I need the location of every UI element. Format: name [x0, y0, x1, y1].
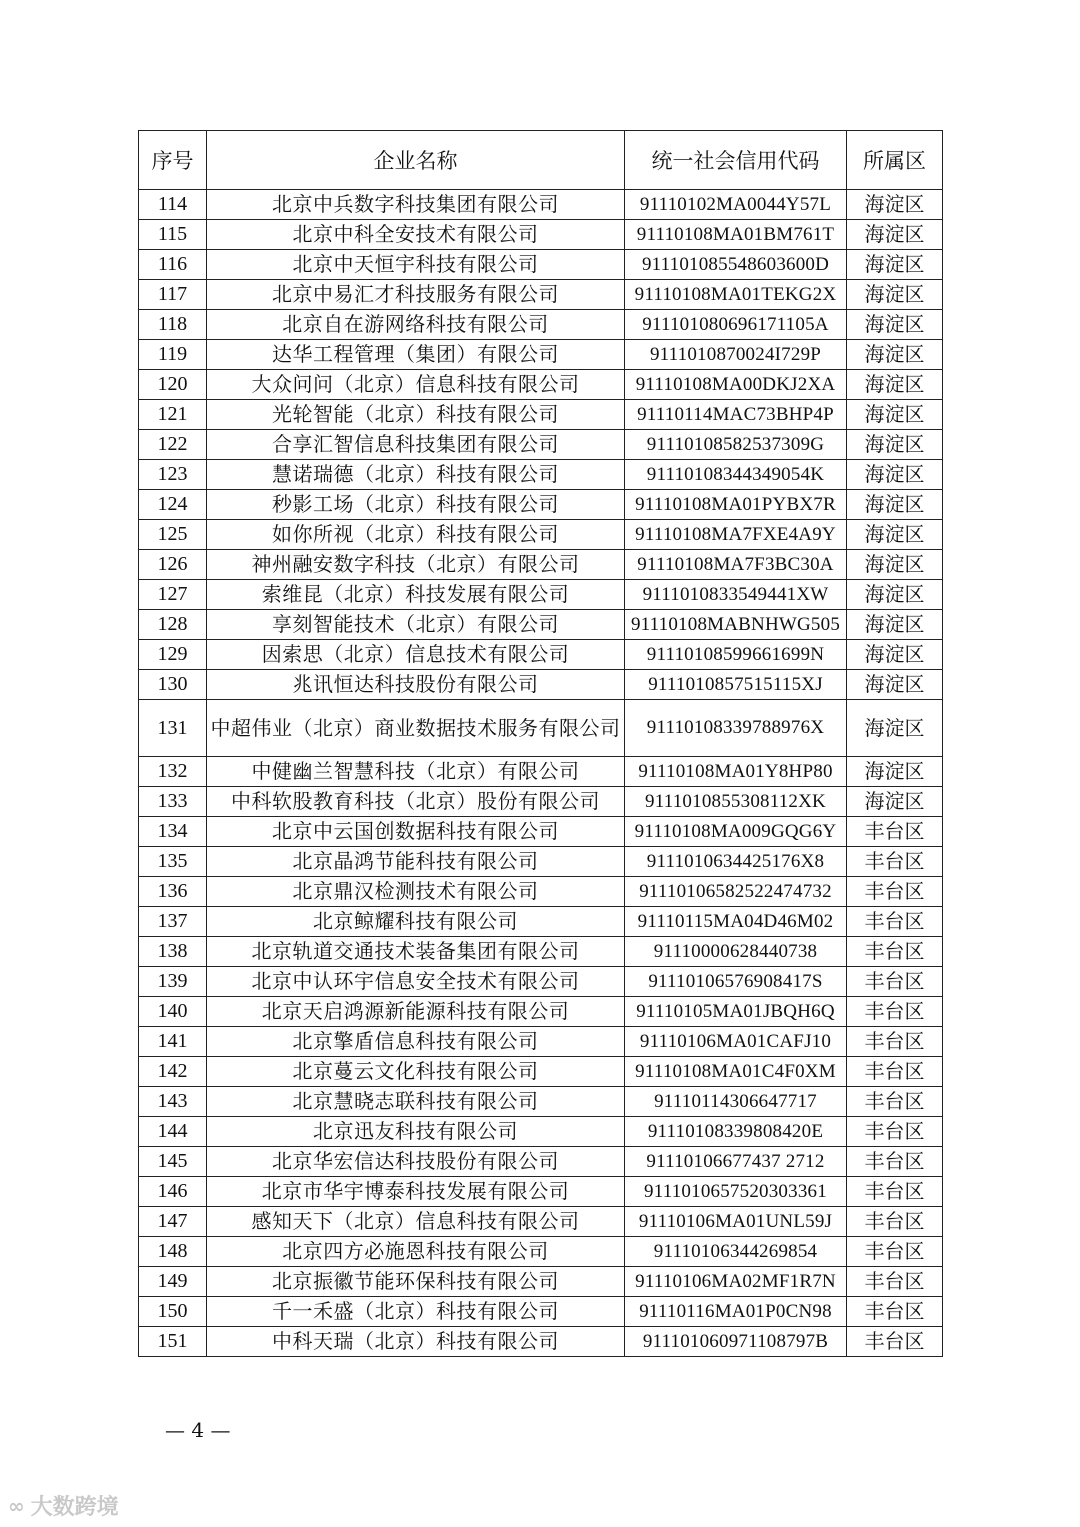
cell-district: 海淀区	[847, 250, 943, 280]
cell-district: 丰台区	[847, 1327, 943, 1357]
cell-district: 丰台区	[847, 1207, 943, 1237]
table-row	[139, 250, 943, 280]
cell-name: 合享汇智信息科技集团有限公司	[207, 430, 625, 460]
cell-district: 海淀区	[847, 670, 943, 700]
table-row	[139, 340, 943, 370]
page-number: — 4 —	[165, 1418, 231, 1442]
cell-seq: 125	[139, 520, 207, 550]
cell-name: 因索思（北京）信息技术有限公司	[207, 640, 625, 670]
cell-name: 北京振徽节能环保科技有限公司	[207, 1267, 625, 1297]
table-row	[139, 640, 943, 670]
cell-code: 91110116MA01P0CN98	[625, 1297, 847, 1327]
cell-seq: 127	[139, 580, 207, 610]
table-row	[139, 1207, 943, 1237]
cell-seq: 136	[139, 877, 207, 907]
cell-name: 神州融安数字科技（北京）有限公司	[207, 550, 625, 580]
table-row	[139, 1147, 943, 1177]
cell-name: 中科软股教育科技（北京）股份有限公司	[207, 787, 625, 817]
cell-district: 海淀区	[847, 700, 943, 757]
cell-seq: 116	[139, 250, 207, 280]
table-row	[139, 1327, 943, 1357]
cell-code: 91110108MA01BM761T	[625, 220, 847, 250]
cell-district: 丰台区	[847, 937, 943, 967]
cell-code: 91110106344269854	[625, 1237, 847, 1267]
cell-seq: 144	[139, 1117, 207, 1147]
cell-code: 91110108MABNHWG505	[625, 610, 847, 640]
cell-district: 丰台区	[847, 877, 943, 907]
cell-seq: 132	[139, 757, 207, 787]
cell-code: 91110106576908417S	[625, 967, 847, 997]
header-district: 所属区	[847, 131, 943, 190]
cell-district: 海淀区	[847, 520, 943, 550]
cell-seq: 118	[139, 310, 207, 340]
cell-name: 北京中科全安技术有限公司	[207, 220, 625, 250]
cell-district: 海淀区	[847, 787, 943, 817]
table-row	[139, 190, 943, 220]
cell-name: 北京轨道交通技术装备集团有限公司	[207, 937, 625, 967]
table-row	[139, 967, 943, 997]
cell-district: 海淀区	[847, 640, 943, 670]
cell-district: 海淀区	[847, 280, 943, 310]
cell-name: 北京天启鸿源新能源科技有限公司	[207, 997, 625, 1027]
cell-district: 海淀区	[847, 190, 943, 220]
cell-district: 海淀区	[847, 340, 943, 370]
cell-seq: 142	[139, 1057, 207, 1087]
cell-name: 享刻智能技术（北京）有限公司	[207, 610, 625, 640]
cell-code: 91110106582522474732	[625, 877, 847, 907]
cell-district: 丰台区	[847, 907, 943, 937]
cell-seq: 143	[139, 1087, 207, 1117]
cell-district: 海淀区	[847, 430, 943, 460]
cell-code: 91110108MA7FXE4A9Y	[625, 520, 847, 550]
cell-code: 91110108339788976X	[625, 700, 847, 757]
cell-seq: 145	[139, 1147, 207, 1177]
cell-seq: 128	[139, 610, 207, 640]
cell-code: 9111010857515115XJ	[625, 670, 847, 700]
cell-name: 北京市华宇博泰科技发展有限公司	[207, 1177, 625, 1207]
table-row	[139, 817, 943, 847]
cell-name: 大众问问（北京）信息科技有限公司	[207, 370, 625, 400]
table-row	[139, 1117, 943, 1147]
cell-seq: 146	[139, 1177, 207, 1207]
cell-seq: 131	[139, 700, 207, 757]
cell-seq: 150	[139, 1297, 207, 1327]
table-header-row	[139, 131, 943, 190]
cell-name: 千一禾盛（北京）科技有限公司	[207, 1297, 625, 1327]
cell-code: 91110106MA01UNL59J	[625, 1207, 847, 1237]
table-row	[139, 1057, 943, 1087]
cell-district: 丰台区	[847, 1147, 943, 1177]
cell-seq: 140	[139, 997, 207, 1027]
table-row	[139, 937, 943, 967]
table-row	[139, 997, 943, 1027]
cell-code: 911101080696171105A	[625, 310, 847, 340]
cell-code: 91110115MA04D46M02	[625, 907, 847, 937]
table-row	[139, 280, 943, 310]
table-row	[139, 430, 943, 460]
cell-district: 海淀区	[847, 370, 943, 400]
table-row	[139, 580, 943, 610]
cell-name: 北京华宏信达科技股份有限公司	[207, 1147, 625, 1177]
cell-seq: 124	[139, 490, 207, 520]
cell-seq: 139	[139, 967, 207, 997]
cell-name: 北京晶鸿节能科技有限公司	[207, 847, 625, 877]
header-seq: 序号	[139, 131, 207, 190]
cell-seq: 135	[139, 847, 207, 877]
table-row	[139, 520, 943, 550]
cell-code: 91110108MA009GQG6Y	[625, 817, 847, 847]
cell-name: 北京鲸耀科技有限公司	[207, 907, 625, 937]
cell-district: 海淀区	[847, 400, 943, 430]
cell-name: 北京中易汇才科技服务有限公司	[207, 280, 625, 310]
cell-district: 丰台区	[847, 997, 943, 1027]
cell-name: 索维昆（北京）科技发展有限公司	[207, 580, 625, 610]
cell-seq: 115	[139, 220, 207, 250]
cell-seq: 120	[139, 370, 207, 400]
cell-code: 9111010855308112XK	[625, 787, 847, 817]
cell-name: 感知天下（北京）信息科技有限公司	[207, 1207, 625, 1237]
cell-seq: 129	[139, 640, 207, 670]
header-code: 统一社会信用代码	[625, 131, 847, 190]
cell-district: 海淀区	[847, 220, 943, 250]
cell-district: 丰台区	[847, 1177, 943, 1207]
cell-name: 光轮智能（北京）科技有限公司	[207, 400, 625, 430]
cell-name: 北京自在游网络科技有限公司	[207, 310, 625, 340]
cell-seq: 117	[139, 280, 207, 310]
cell-code: 9111010634425176X8	[625, 847, 847, 877]
watermark-logo-icon: ∞	[8, 1493, 25, 1518]
table-row	[139, 220, 943, 250]
cell-seq: 114	[139, 190, 207, 220]
cell-name: 中健幽兰智慧科技（北京）有限公司	[207, 757, 625, 787]
cell-district: 海淀区	[847, 580, 943, 610]
table-row	[139, 310, 943, 340]
cell-code: 91110108MA01PYBX7R	[625, 490, 847, 520]
cell-name: 北京擎盾信息科技有限公司	[207, 1027, 625, 1057]
table-row	[139, 700, 943, 757]
cell-seq: 123	[139, 460, 207, 490]
cell-name: 北京慧晓志联科技有限公司	[207, 1087, 625, 1117]
cell-seq: 148	[139, 1237, 207, 1267]
cell-code: 9111010870024I729P	[625, 340, 847, 370]
cell-seq: 137	[139, 907, 207, 937]
cell-district: 丰台区	[847, 817, 943, 847]
cell-name: 北京中云国创数据科技有限公司	[207, 817, 625, 847]
cell-name: 北京中天恒宇科技有限公司	[207, 250, 625, 280]
cell-seq: 130	[139, 670, 207, 700]
cell-seq: 122	[139, 430, 207, 460]
cell-seq: 149	[139, 1267, 207, 1297]
cell-district: 丰台区	[847, 1267, 943, 1297]
cell-code: 91110108MA7F3BC30A	[625, 550, 847, 580]
cell-code: 9111010657520303361	[625, 1177, 847, 1207]
cell-seq: 138	[139, 937, 207, 967]
cell-district: 海淀区	[847, 490, 943, 520]
table-row	[139, 370, 943, 400]
cell-district: 海淀区	[847, 610, 943, 640]
cell-name: 北京鼎汉检测技术有限公司	[207, 877, 625, 907]
table-row	[139, 550, 943, 580]
cell-district: 海淀区	[847, 550, 943, 580]
table-body	[139, 190, 943, 1357]
cell-code: 91110000628440738	[625, 937, 847, 967]
table-row	[139, 610, 943, 640]
cell-code: 91110108344349054K	[625, 460, 847, 490]
cell-code: 91110108MA01C4F0XM	[625, 1057, 847, 1087]
cell-district: 海淀区	[847, 757, 943, 787]
watermark	[8, 1490, 119, 1521]
cell-code: 91110114MAC73BHP4P	[625, 400, 847, 430]
cell-name: 中科天瑞（北京）科技有限公司	[207, 1327, 625, 1357]
cell-code: 91110108MA00DKJ2XA	[625, 370, 847, 400]
cell-seq: 133	[139, 787, 207, 817]
cell-name: 慧诺瑞德（北京）科技有限公司	[207, 460, 625, 490]
cell-name: 北京四方必施恩科技有限公司	[207, 1237, 625, 1267]
cell-name: 北京蔓云文化科技有限公司	[207, 1057, 625, 1087]
table-row	[139, 1087, 943, 1117]
cell-code: 91110106MA01CAFJ10	[625, 1027, 847, 1057]
cell-district: 丰台区	[847, 1027, 943, 1057]
cell-code: 91110108339808420E	[625, 1117, 847, 1147]
cell-code: 91110106677437 2712	[625, 1147, 847, 1177]
cell-code: 91110105MA01JBQH6Q	[625, 997, 847, 1027]
watermark-text: 大数跨境	[30, 1495, 119, 1520]
table-row	[139, 1297, 943, 1327]
cell-name: 北京中兵数字科技集团有限公司	[207, 190, 625, 220]
table-row	[139, 1027, 943, 1057]
table-row	[139, 907, 943, 937]
table-row	[139, 400, 943, 430]
cell-name: 如你所视（北京）科技有限公司	[207, 520, 625, 550]
cell-name: 兆讯恒达科技股份有限公司	[207, 670, 625, 700]
cell-seq: 151	[139, 1327, 207, 1357]
table-row	[139, 757, 943, 787]
cell-name: 北京中认环宇信息安全技术有限公司	[207, 967, 625, 997]
cell-district: 丰台区	[847, 847, 943, 877]
cell-code: 91110108582537309G	[625, 430, 847, 460]
table-row	[139, 787, 943, 817]
cell-district: 海淀区	[847, 310, 943, 340]
cell-district: 丰台区	[847, 967, 943, 997]
company-table-container	[138, 130, 942, 1357]
cell-district: 海淀区	[847, 460, 943, 490]
table-row	[139, 460, 943, 490]
table-row	[139, 1237, 943, 1267]
cell-code: 911101060971108797B	[625, 1327, 847, 1357]
cell-code: 91110108599661699N	[625, 640, 847, 670]
cell-code: 91110108MA01Y8HP80	[625, 757, 847, 787]
company-table	[138, 130, 943, 1357]
cell-seq: 141	[139, 1027, 207, 1057]
header-name: 企业名称	[207, 131, 625, 190]
cell-seq: 126	[139, 550, 207, 580]
table-row	[139, 877, 943, 907]
table-row	[139, 1177, 943, 1207]
cell-district: 丰台区	[847, 1057, 943, 1087]
cell-code: 91110108MA01TEKG2X	[625, 280, 847, 310]
cell-code: 91110106MA02MF1R7N	[625, 1267, 847, 1297]
table-row	[139, 847, 943, 877]
cell-district: 丰台区	[847, 1087, 943, 1117]
cell-district: 丰台区	[847, 1117, 943, 1147]
table-row	[139, 1267, 943, 1297]
table-row	[139, 490, 943, 520]
cell-name: 北京迅友科技有限公司	[207, 1117, 625, 1147]
cell-code: 91110102MA0044Y57L	[625, 190, 847, 220]
cell-code: 91110114306647717	[625, 1087, 847, 1117]
cell-name: 达华工程管理（集团）有限公司	[207, 340, 625, 370]
table-row	[139, 670, 943, 700]
cell-name: 秒影工场（北京）科技有限公司	[207, 490, 625, 520]
cell-code: 9111010833549441XW	[625, 580, 847, 610]
cell-district: 丰台区	[847, 1237, 943, 1267]
cell-district: 丰台区	[847, 1297, 943, 1327]
cell-name: 中超伟业（北京）商业数据技术服务有限公司	[207, 700, 625, 757]
cell-seq: 134	[139, 817, 207, 847]
cell-code: 911101085548603600D	[625, 250, 847, 280]
cell-seq: 121	[139, 400, 207, 430]
cell-seq: 119	[139, 340, 207, 370]
cell-seq: 147	[139, 1207, 207, 1237]
